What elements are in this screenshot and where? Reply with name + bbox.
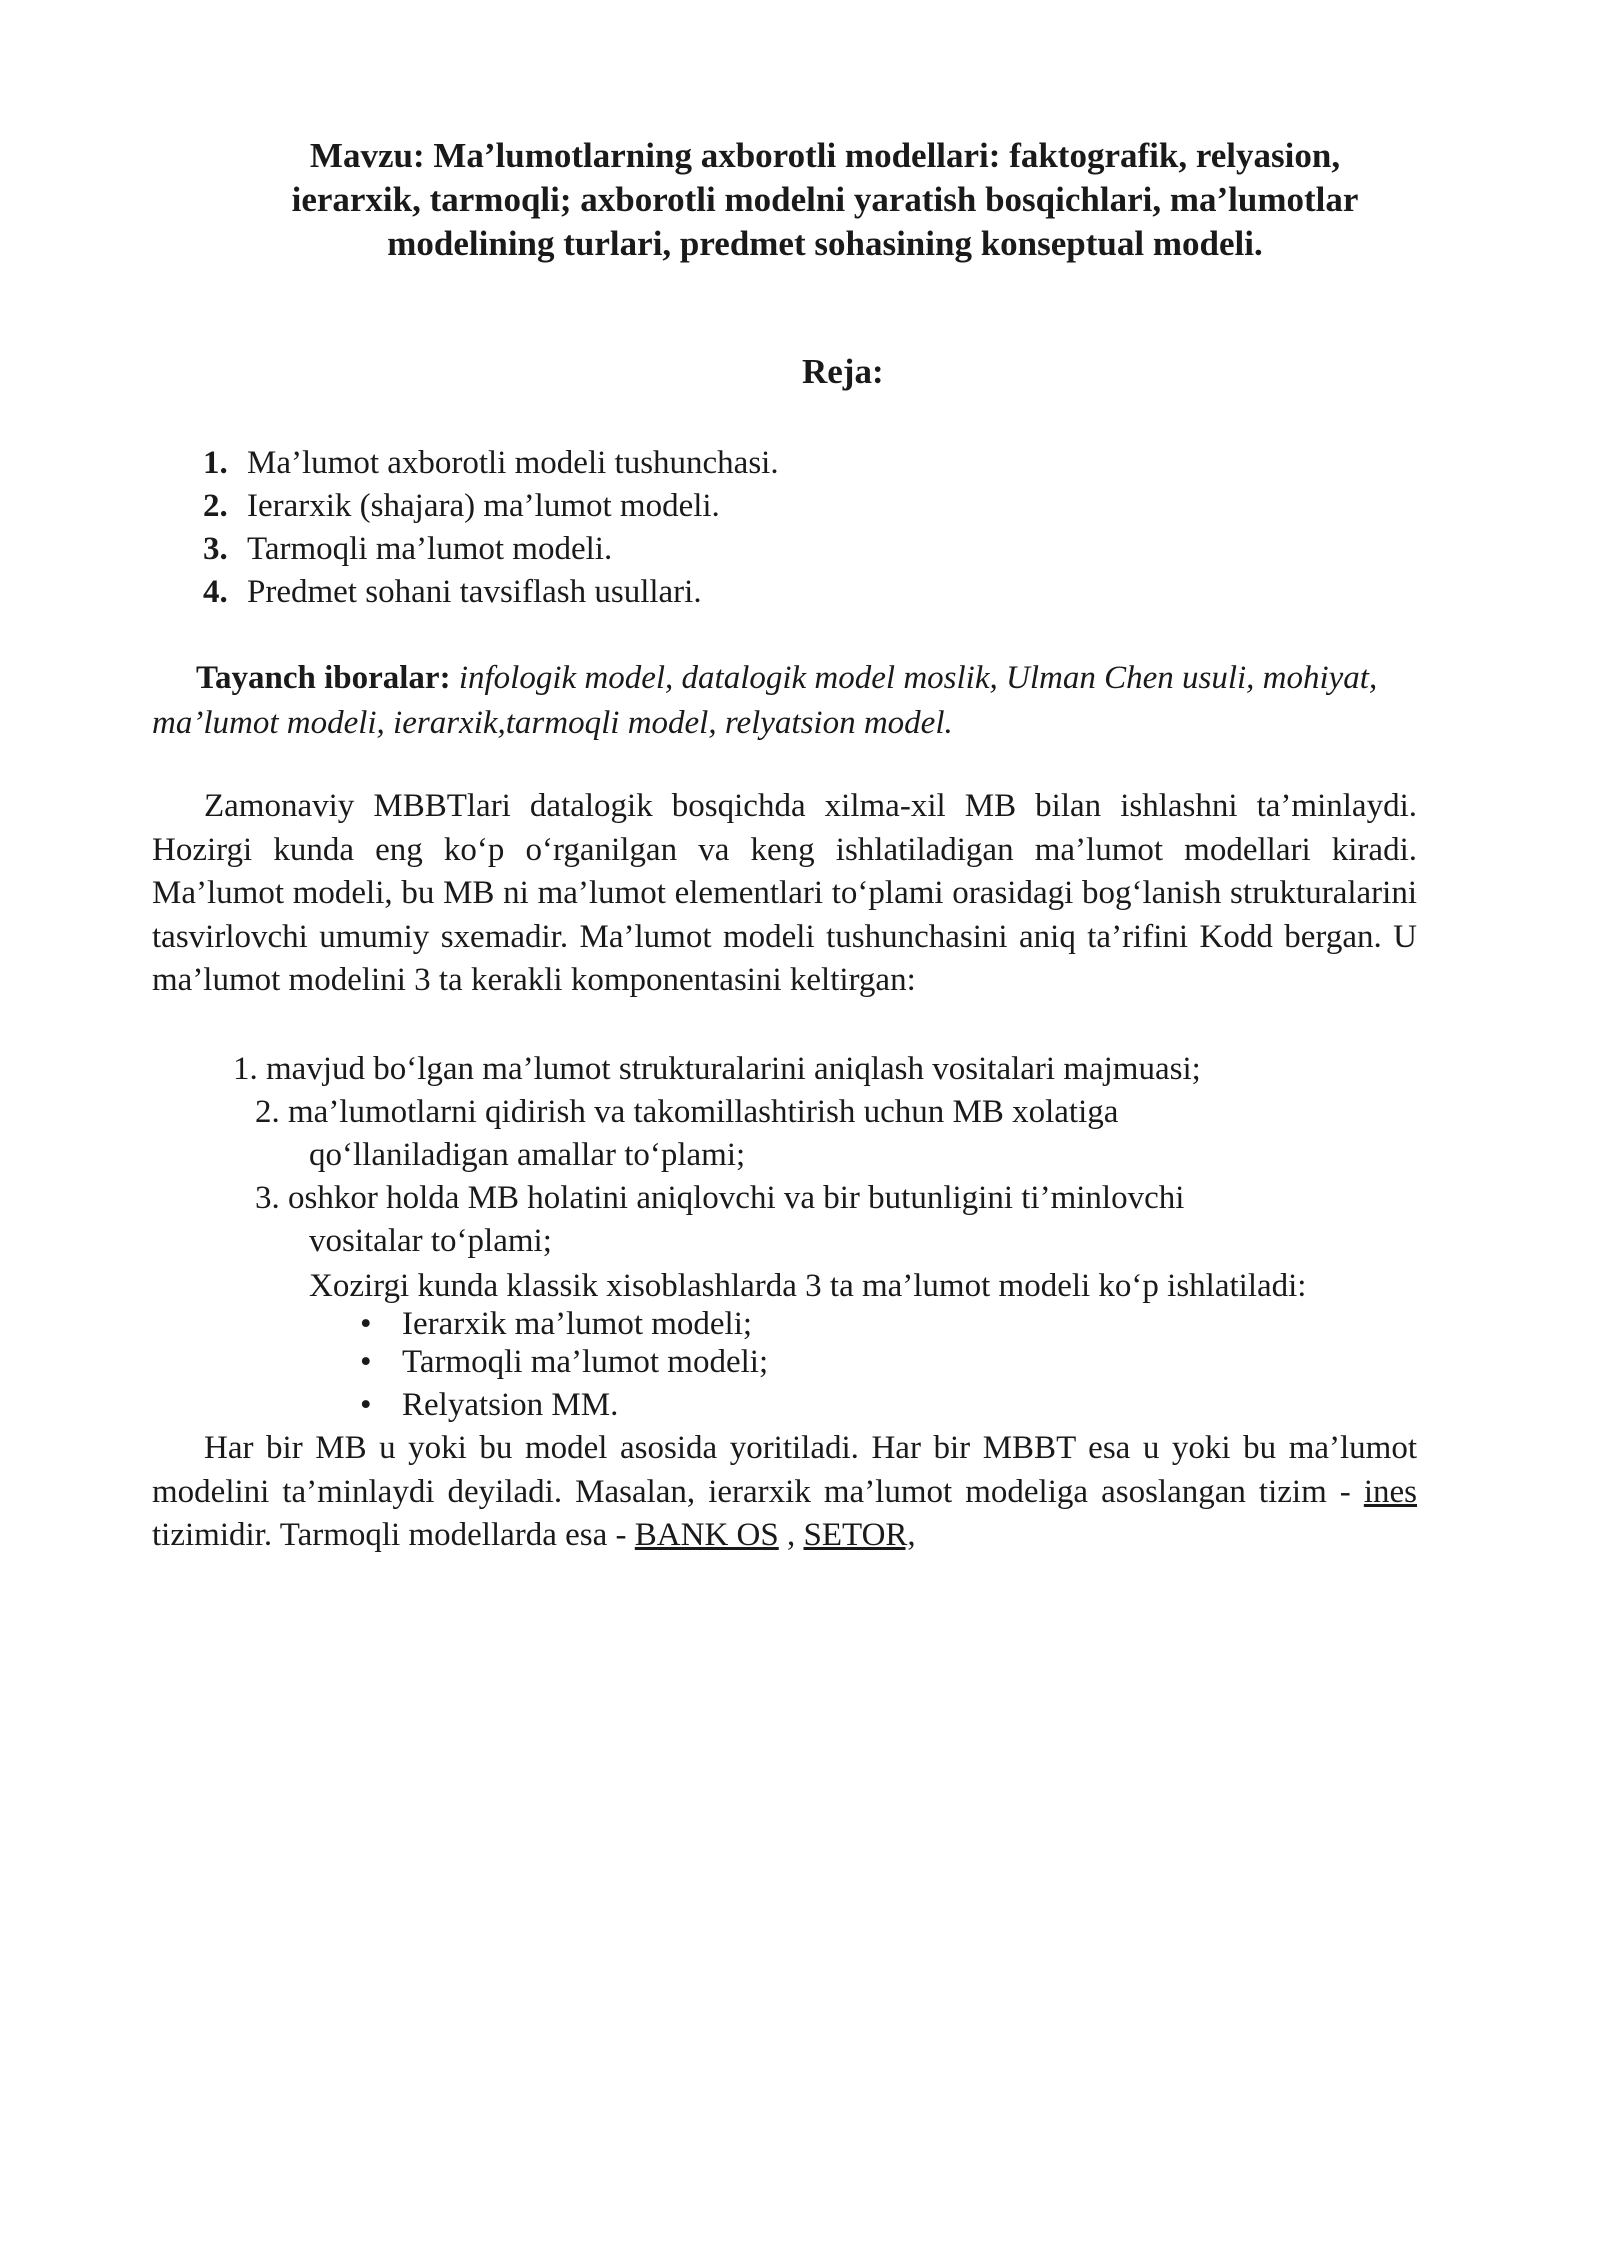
plan-item-text: Ma’lumot axborotli modeli tushunchasi. — [247, 445, 779, 481]
component-text: oshkor holda MB holatini aniqlovchi va bir butunligini ti’minlovchi — [288, 1180, 1185, 1216]
component-item — [255, 1091, 1118, 1134]
component-item — [255, 1177, 1184, 1220]
component-number: 2. — [255, 1094, 280, 1130]
plan-item — [203, 528, 779, 571]
closing-paragraph — [152, 1427, 1417, 1558]
plan-item-number: 4. — [203, 574, 228, 610]
plan-item-number: 2. — [203, 488, 228, 524]
plan-item — [203, 485, 779, 528]
models-intro: Xozirgi kunda klassik xisoblashlarda 3 ta ma’lumot modeli ko‘p ishlatiladi: — [309, 1268, 1307, 1304]
bullet-icon: • — [360, 1387, 372, 1423]
keywords-paragraph — [152, 656, 1417, 746]
component-number: 1. — [233, 1051, 258, 1087]
bank-os-link[interactable]: BANK OS — [634, 1517, 779, 1554]
model-bullet-item — [360, 1303, 752, 1346]
intro-paragraph — [152, 785, 1417, 1003]
model-bullet-text: Tarmoqli ma’lumot modeli; — [402, 1344, 769, 1380]
plan-item-text: Tarmoqli ma’lumot modeli. — [247, 531, 613, 567]
component-continuation: vositalar to‘plami; — [309, 1223, 552, 1259]
model-bullet-item — [360, 1384, 618, 1427]
ines-link[interactable]: ines — [1363, 1473, 1417, 1510]
component-text: mavjud bo‘lgan ma’lumot strukturalarini aniqlash vositalari majmuasi; — [266, 1051, 1201, 1087]
keywords-label: Tayanch iboralar: — [196, 660, 451, 696]
plan-item — [203, 571, 779, 614]
closing-text-2: tizimidir. Tarmoqli modellarda esa - — [152, 1517, 635, 1554]
model-bullet-text: Relyatsion MM. — [402, 1387, 619, 1423]
intro-paragraph-text: Zamonaviy MBBTlari datalogik bosqichda xilma-xil MB bilan ishlashni ta’minlaydi. Hozirgi kunda eng ko‘p o‘rganilgan va keng ishlatiladigan ma’lumot modellari kiradi. Ma’lumot modeli, bu MB ni ma’lumot elementlari to‘plami orasidagi bog‘lanish strukturalarini tasvirlovchi umumiy sxemadir. Ma’lumot modeli tushunchasini aniq ta’rifini Kodd bergan. U ma’lumot modelini 3 ta kerakli komponentasini keltirgan: — [152, 788, 1417, 999]
plan-heading: Reja: — [802, 352, 884, 391]
component-continuation: qo‘llaniladigan amallar to‘plami; — [309, 1137, 746, 1173]
component-number: 3. — [255, 1180, 280, 1216]
title-line-1: Mavzu: Ma’lumotlarning axborotli modellari: faktografik, relyasion, — [309, 136, 1341, 175]
closing-text-1: Har bir MB u yoki bu model asosida yoritiladi. Har bir MBBT esa u yoki bu ma’lumot modelini ta’minlaydi deyiladi. Masalan, ierarxik ma’lumot modeliga asoslangan tizim - — [152, 1430, 1417, 1510]
plan-item-text: Ierarxik (shajara) ma’lumot modeli. — [247, 488, 720, 524]
plan-item-number: 3. — [203, 531, 228, 567]
model-bullet-text: Ierarxik ma’lumot modeli; — [402, 1306, 753, 1342]
setor-link[interactable]: SETOR, — [803, 1517, 916, 1554]
plan-item-text: Predmet sohani tavsiflash usullari. — [247, 574, 702, 610]
keywords-text: infologik model, datalogik model moslik, Ulman Chen usuli, mohiyat, ma’lumot modeli, ierarxik,tarmoqli model, relyatsion model. — [152, 660, 1378, 741]
title-line-2: ierarxik, tarmoqli; axborotli modelni yaratish bosqichlari, ma’lumotlar — [291, 180, 1359, 219]
bullet-icon: • — [360, 1306, 372, 1342]
closing-text-3: , — [778, 1517, 804, 1554]
title-line-3: modelining turlari, predmet sohasining konseptual modeli. — [387, 224, 1263, 263]
component-item — [233, 1048, 1201, 1091]
model-bullet-item — [360, 1341, 768, 1384]
component-text: ma’lumotlarni qidirish va takomillashtirish uchun MB xolatiga — [288, 1094, 1119, 1130]
plan-item-number: 1. — [203, 445, 228, 481]
plan-item — [203, 442, 779, 485]
document-title — [200, 134, 1450, 266]
bullet-icon: • — [360, 1344, 372, 1380]
plan-list — [203, 442, 779, 614]
